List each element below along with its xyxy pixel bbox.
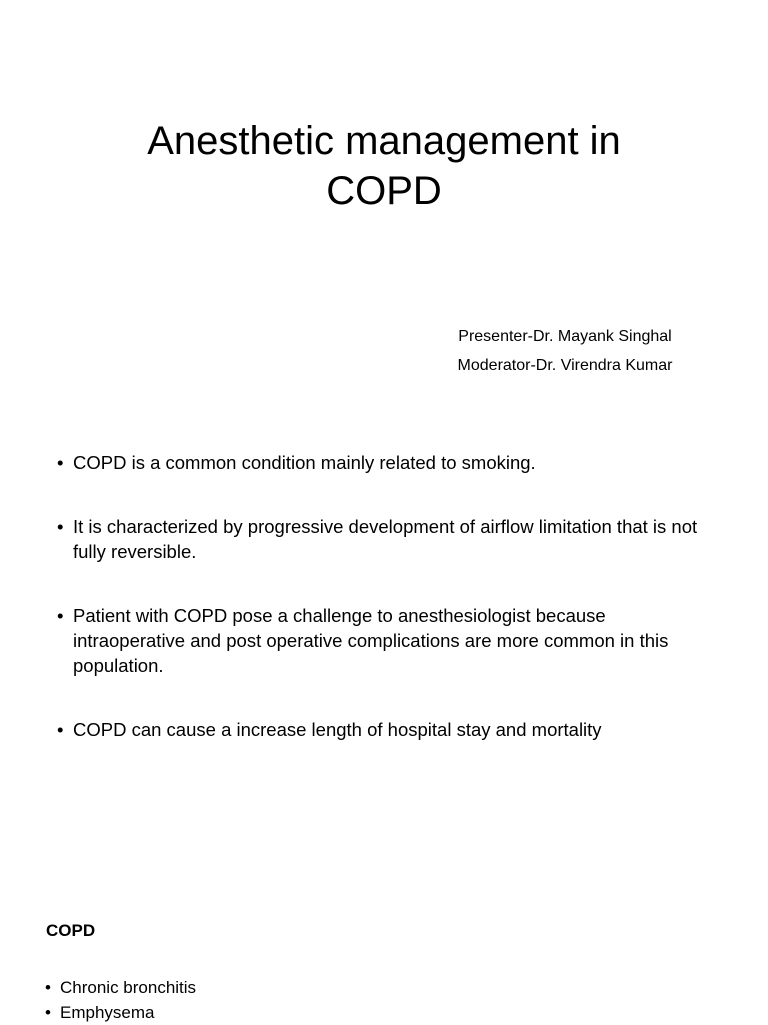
list-item-text: Chronic bronchitis xyxy=(60,978,197,997)
bullet-text: Patient with COPD pose a challenge to anesthesiologist because intraoperative and post operative complications are more common in this population. xyxy=(73,605,669,676)
bullet-item xyxy=(52,717,712,742)
bullet-dot-icon: • xyxy=(45,1003,51,1022)
bullet-text: COPD can cause a increase length of hospital stay and mortality xyxy=(73,719,602,740)
bullet-dot-icon: • xyxy=(57,516,64,537)
bullet-item xyxy=(52,514,712,564)
bullet-text: It is characterized by progressive development of airflow limitation that is not fully reversible. xyxy=(73,516,698,562)
presenter-credit: Presenter-Dr. Mayank Singhal xyxy=(458,328,672,345)
bullet-dot-icon: • xyxy=(57,452,64,473)
list-item-text: Emphysema xyxy=(60,1003,155,1022)
section-heading: COPD xyxy=(46,921,96,940)
slide-title: Anesthetic management in COPD xyxy=(147,119,621,213)
copd-types-list xyxy=(42,975,196,1025)
list-item xyxy=(42,1000,196,1025)
list-item xyxy=(42,975,196,1000)
moderator-credit: Moderator-Dr. Virendra Kumar xyxy=(457,357,673,374)
bullet-item xyxy=(52,603,712,678)
bullet-dot-icon: • xyxy=(57,605,64,626)
bullet-dot-icon: • xyxy=(57,719,64,740)
bullet-dot-icon: • xyxy=(45,978,51,997)
bullet-item xyxy=(52,450,712,475)
bullet-text: COPD is a common condition mainly related to smoking. xyxy=(73,452,536,473)
intro-bullet-list xyxy=(52,450,712,781)
